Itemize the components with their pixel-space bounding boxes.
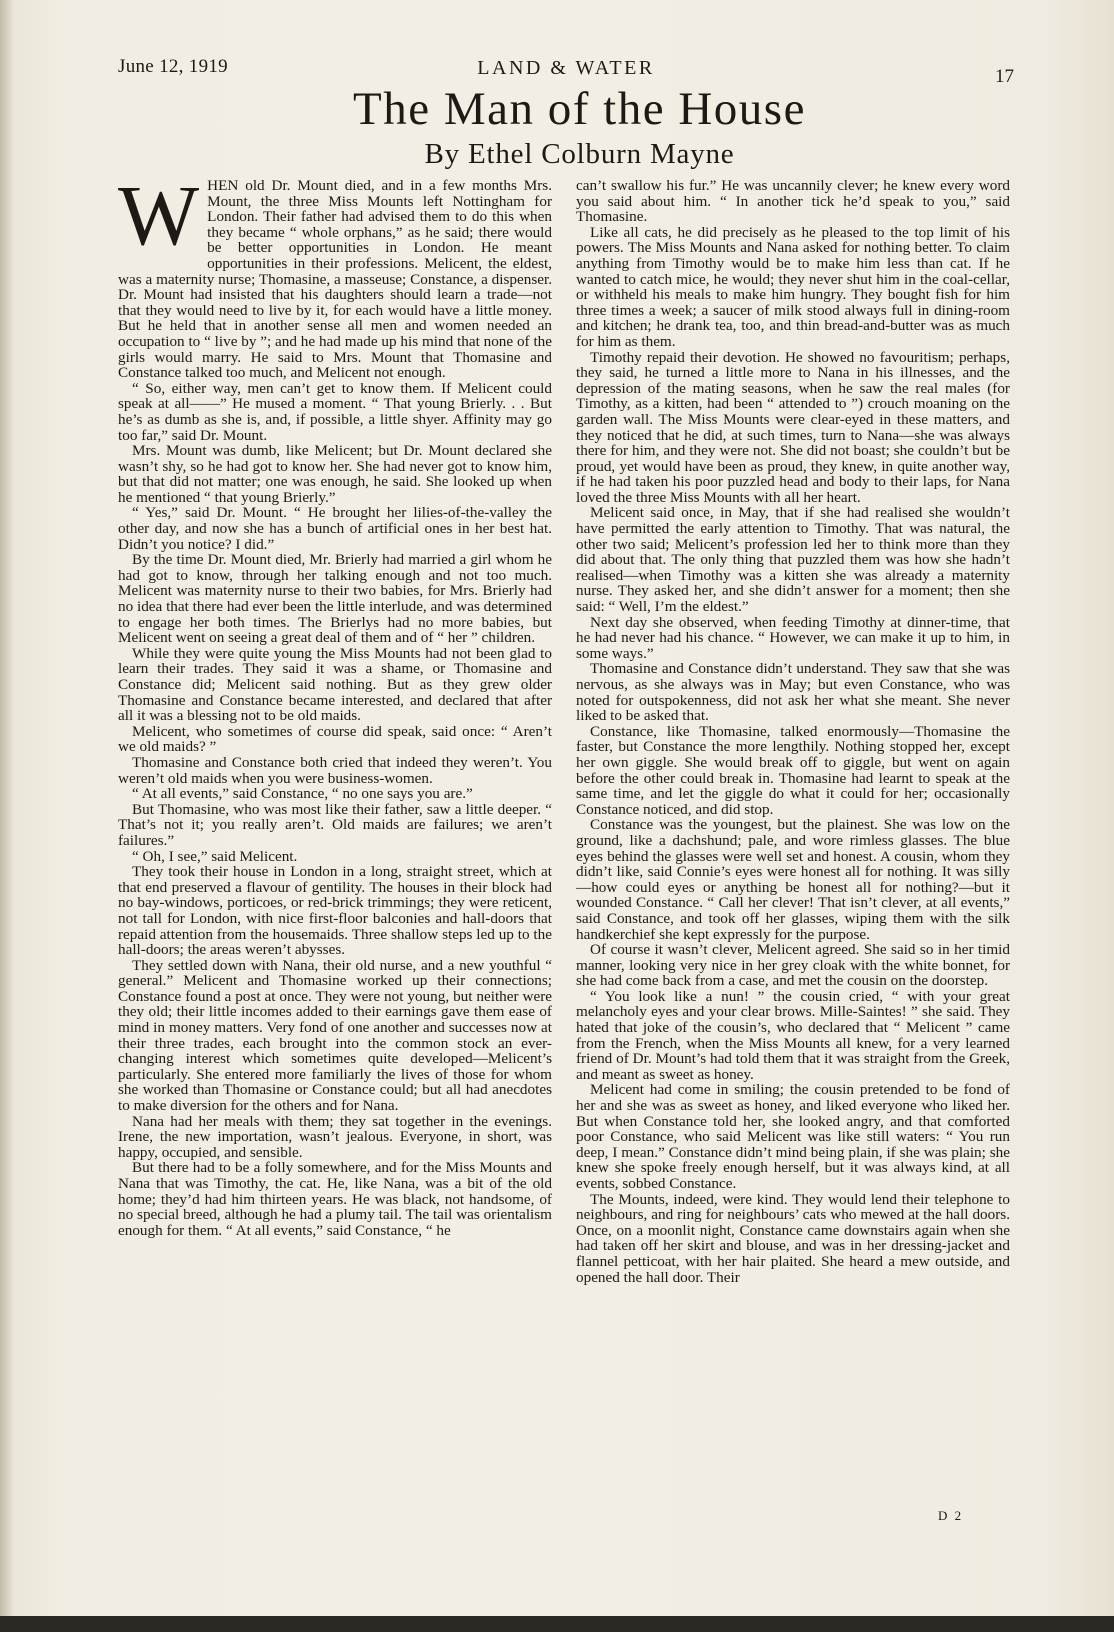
article-byline: By Ethel Colburn Mayne bbox=[424, 138, 735, 170]
article-paragraph: Of course it wasn’t clever, Melicent agreed. She said so in her timid manner, looking very nice in her grey cloak with the white bonnet, for she had come back from a case, and met the cousin on the doorstep. bbox=[576, 941, 1010, 990]
article-paragraph: Constance was the youngest, but the plainest. She was low on the ground, like a dachshund; pale, and wore rimless glasses. The blue eyes behind the glasses were well set and honest. A cousin, whom they didn’t like, said Connie’s eyes were honest all for nothing. It was silly—how could eyes or anything be honest all for nothing?—but it wounded Constance. “ Call her clever! That isn’t clever, at all events,” said Constance, and took off her glasses, wiping them with the silk handkerchief she kept expressly for the purpose. bbox=[576, 816, 1010, 943]
article-paragraph: Mrs. Mount was dumb, like Melicent; but Dr. Mount declared she wasn’t shy, so he had got to know her. She had never got to know him, but that did not matter; one was enough, he said. She looked up when he mentioned “ that young Brierly.” bbox=[118, 442, 552, 506]
article-paragraph: “ Yes,” said Dr. Mount. “ He brought her lilies-of-the-valley the other day, and now she has a bunch of artificial ones in her best hat. Didn’t you notice? I did.” bbox=[118, 504, 552, 553]
article-paragraph: Timothy repaid their devotion. He showed no favouritism; perhaps, they said, he turned a little more to Nana in his illnesses, and the depression of the mating seasons, when he saw the real males (for Timothy, as a kitten, had been “ attended to ”) crouch moaning on the garden wall. The Miss Mounts were clear-eyed in these matters, and they noticed that he did, at such times, turn to Nana—she was always there for him, and they were not. She did not boast; she couldn’t but be proud, yet would have been as proud, they knew, in quite another way, if he had taken his poor puzzled head and body to their laps, for Nana loved the three Miss Mounts with all her heart. bbox=[576, 348, 1010, 506]
article-paragraph: But Thomasine, who was most like their father, saw a little deeper. “ That’s not it; you really aren’t. Old maids are failures; we aren’t failures.” bbox=[118, 800, 552, 849]
article-paragraph: Thomasine and Constance both cried that indeed they weren’t. You weren’t old maids when you were business-women. bbox=[118, 753, 552, 787]
article-paragraph: Melicent had come in smiling; the cousin pretended to be fond of her and she was as sweet as honey, and liked everyone who liked her. But when Constance told her, she looked angry, and that comforted poor Constance, who said Melicent was like still waters: “ You run deep, I mean.” Constance didn’t mind being plain, if she was plain; she knew she spoke freely enough herself, but it was always kind, at all events, sobbed Constance. bbox=[576, 1081, 1010, 1192]
article-paragraph: They took their house in London in a long, straight street, which at that end preserved a flavour of gentility. The houses in their block had no bay-windows, porticoes, or red-brick trimmings; they were reticent, not tall for London, with nice first-floor balconies and hall-doors that repaid attention from the housemaids. Three shallow steps led up to the hall-doors; the areas weren’t abysses. bbox=[118, 863, 552, 959]
right-column bbox=[576, 178, 1010, 1285]
issue-date: June 12, 1919 bbox=[118, 56, 228, 77]
article-paragraph: Like all cats, he did precisely as he pleased to the top limit of his powers. The Miss Mounts and Nana asked for nothing better. To claim anything from Timothy would be to make him less than cat. If he wanted to catch mice, he would; they never shut him in the coal-cellar, or withheld his meals to make him hungry. They bought fish for him three times a week; a saucer of milk stood always full in dining-room and kitchen; he drank tea, too, and thin bread-and-butter was as much for him as them. bbox=[576, 223, 1010, 350]
article-paragraph: “ At all events,” said Constance, “ no one says you are.” bbox=[132, 785, 473, 803]
article-paragraph: can’t swallow his fur.” He was uncannily clever; he knew every word you said about him. “ In another tick he’d speak to you,” said Thomasine. bbox=[576, 177, 1010, 226]
article-paragraph: Next day she observed, when feeding Timothy at dinner-time, that he had never had his chance. “ However, we can make it up to him, in some ways.” bbox=[576, 613, 1010, 662]
article-paragraph: They settled down with Nana, their old nurse, and a new youthful “ general.” Melicent and Thomasine worked up their connections; Constance found a post at once. They were not young, but neither were they old; their little incomes added to their earnings gave them ease of mind in money matters. Very fond of one another and successes now at their three trades, each brought into the common stock an ever-changing interest which sometimes quite developed—Melicent’s particularly. She entered more familiarly the lives of those for whom she worked than Thomasine or Constance could; but all had anecdotes to make diversion for the others and for Nana. bbox=[118, 956, 552, 1115]
drop-cap: W bbox=[118, 167, 200, 263]
opening-text: HEN old Dr. Mount died, and in a few months Mrs. Mount, the three Miss Mounts left Nottingham for London. Their father had advised them to do this when they became “ whole orphans,” as he said; there would be better opportunities in London. He meant opportunities in their professions. Melicent, the eldest, was a maternity nurse; Thomasine, a masseuse; Constance, a dispenser. Dr. Mount had insisted that his daughters should learn a trade—not that they would need to live by it, for each would have a little money. But he held that in another sense all men and women needed an occupation to “ live by ”; and he had made up his mind that none of the girls would marry. He said to Mrs. Mount that Thomasine and Constance talked too much, and Melicent not enough. bbox=[118, 177, 552, 382]
binding-shadow bbox=[0, 0, 14, 1632]
article-title: The Man of the House bbox=[353, 83, 806, 135]
magazine-name: LAND & WATER bbox=[477, 57, 655, 79]
scan-bottom-edge bbox=[0, 1616, 1114, 1632]
opening-paragraph bbox=[118, 167, 552, 382]
article-paragraph: “ You look like a nun! ” the cousin cried, “ with your great melancholy eyes and your clear brows. Mille-Saintes! ” she said. They hated that joke of the cousin’s, who declared that “ Melicent ” came from the French, when the Miss Mounts all knew, for a very learned friend of Dr. Mount’s had told them that it was straight from the Greek, and meant as sweet as honey. bbox=[576, 987, 1010, 1083]
article-paragraph: “ So, either way, men can’t get to know them. If Melicent could speak at all——” He mused a moment. “ That young Brierly. . . But he’s as dumb as she is, and, if possible, a little shyer. Affinity may go too far,” said Dr. Mount. bbox=[118, 379, 552, 444]
article-paragraph: Melicent said once, in May, that if she had realised she wouldn’t have permitted the early attention to Timothy. That was natural, the other two said; Melicent’s profession led her to think more than they did about that. The only thing that puzzled them was how she hadn’t realised—when Timothy was a kitten she was already a maternity nurse. They asked her, and she didn’t answer for a moment; then she said: “ Well, I’m the eldest.” bbox=[576, 504, 1010, 616]
article-paragraph: “ Oh, I see,” said Melicent. bbox=[132, 847, 298, 865]
article-paragraph: Nana had her meals with them; they sat together in the evenings. Irene, the new importation, wasn’t jealous. Everyone, in short, was happy, occupied, and sensible. bbox=[118, 1112, 552, 1161]
article-paragraph: Constance, like Thomasine, talked enormously—Thomasine the faster, but Constance the more lengthily. Nothing stopped her, except her own giggle. She would break off to giggle, but went on again before the other could break in. Thomasine had learnt to speak at the same time, and let the giggle do what it could for her; occasionally Constance noticed, and did stop. bbox=[576, 722, 1010, 818]
article-paragraph: But there had to be a folly somewhere, and for the Miss Mounts and Nana that was Timothy, the cat. He, like Nana, was a bit of the old home; they’d had him thirteen years. He was black, not handsome, of no special breed, although he had a plumy tail. The tail was orientalism enough for them. “ At all events,” said Constance, “ he bbox=[118, 1159, 552, 1239]
printer-signature: D 2 bbox=[938, 1508, 964, 1523]
article-paragraph: Thomasine and Constance didn’t understand. They saw that she was nervous, as she always was in May; but even Constance, who was noted for outspokenness, did not ask her what she meant. She never liked to be asked that. bbox=[576, 660, 1010, 725]
article-paragraph: Melicent, who sometimes of course did speak, said once: “ Aren’t we old maids? ” bbox=[118, 722, 552, 756]
left-column bbox=[118, 167, 552, 1239]
article-paragraph: The Mounts, indeed, were kind. They would lend their telephone to neighbours, and ring for neighbours’ cats who mewed at the hall doors. Once, on a moonlit night, Constance came downstairs again when she had taken off her skirt and blouse, and was in her dressing-jacket and flannel petticoat, with her hair plaited. She heard a mew outside, and opened the hall door. Their bbox=[576, 1190, 1010, 1286]
article-paragraph: While they were quite young the Miss Mounts had not been glad to learn their trades. They said it was a shame, or Thomasine and Constance did; Melicent said nothing. But as they grew older Thomasine and Constance became interested, and declared that after all it was a blessing not to be old maids. bbox=[118, 644, 552, 725]
article-paragraph: By the time Dr. Mount died, Mr. Brierly had married a girl whom he had got to know, through her talking enough and not too much. Melicent was maternity nurse to their two babies, for Mrs. Brierly had no idea that there had ever been the little interlude, and was determined to engage her both times. The Brierlys had no more babies, but Melicent went on seeing a great deal of them and of “ her ” children. bbox=[118, 551, 552, 647]
page-number: 17 bbox=[995, 66, 1014, 87]
